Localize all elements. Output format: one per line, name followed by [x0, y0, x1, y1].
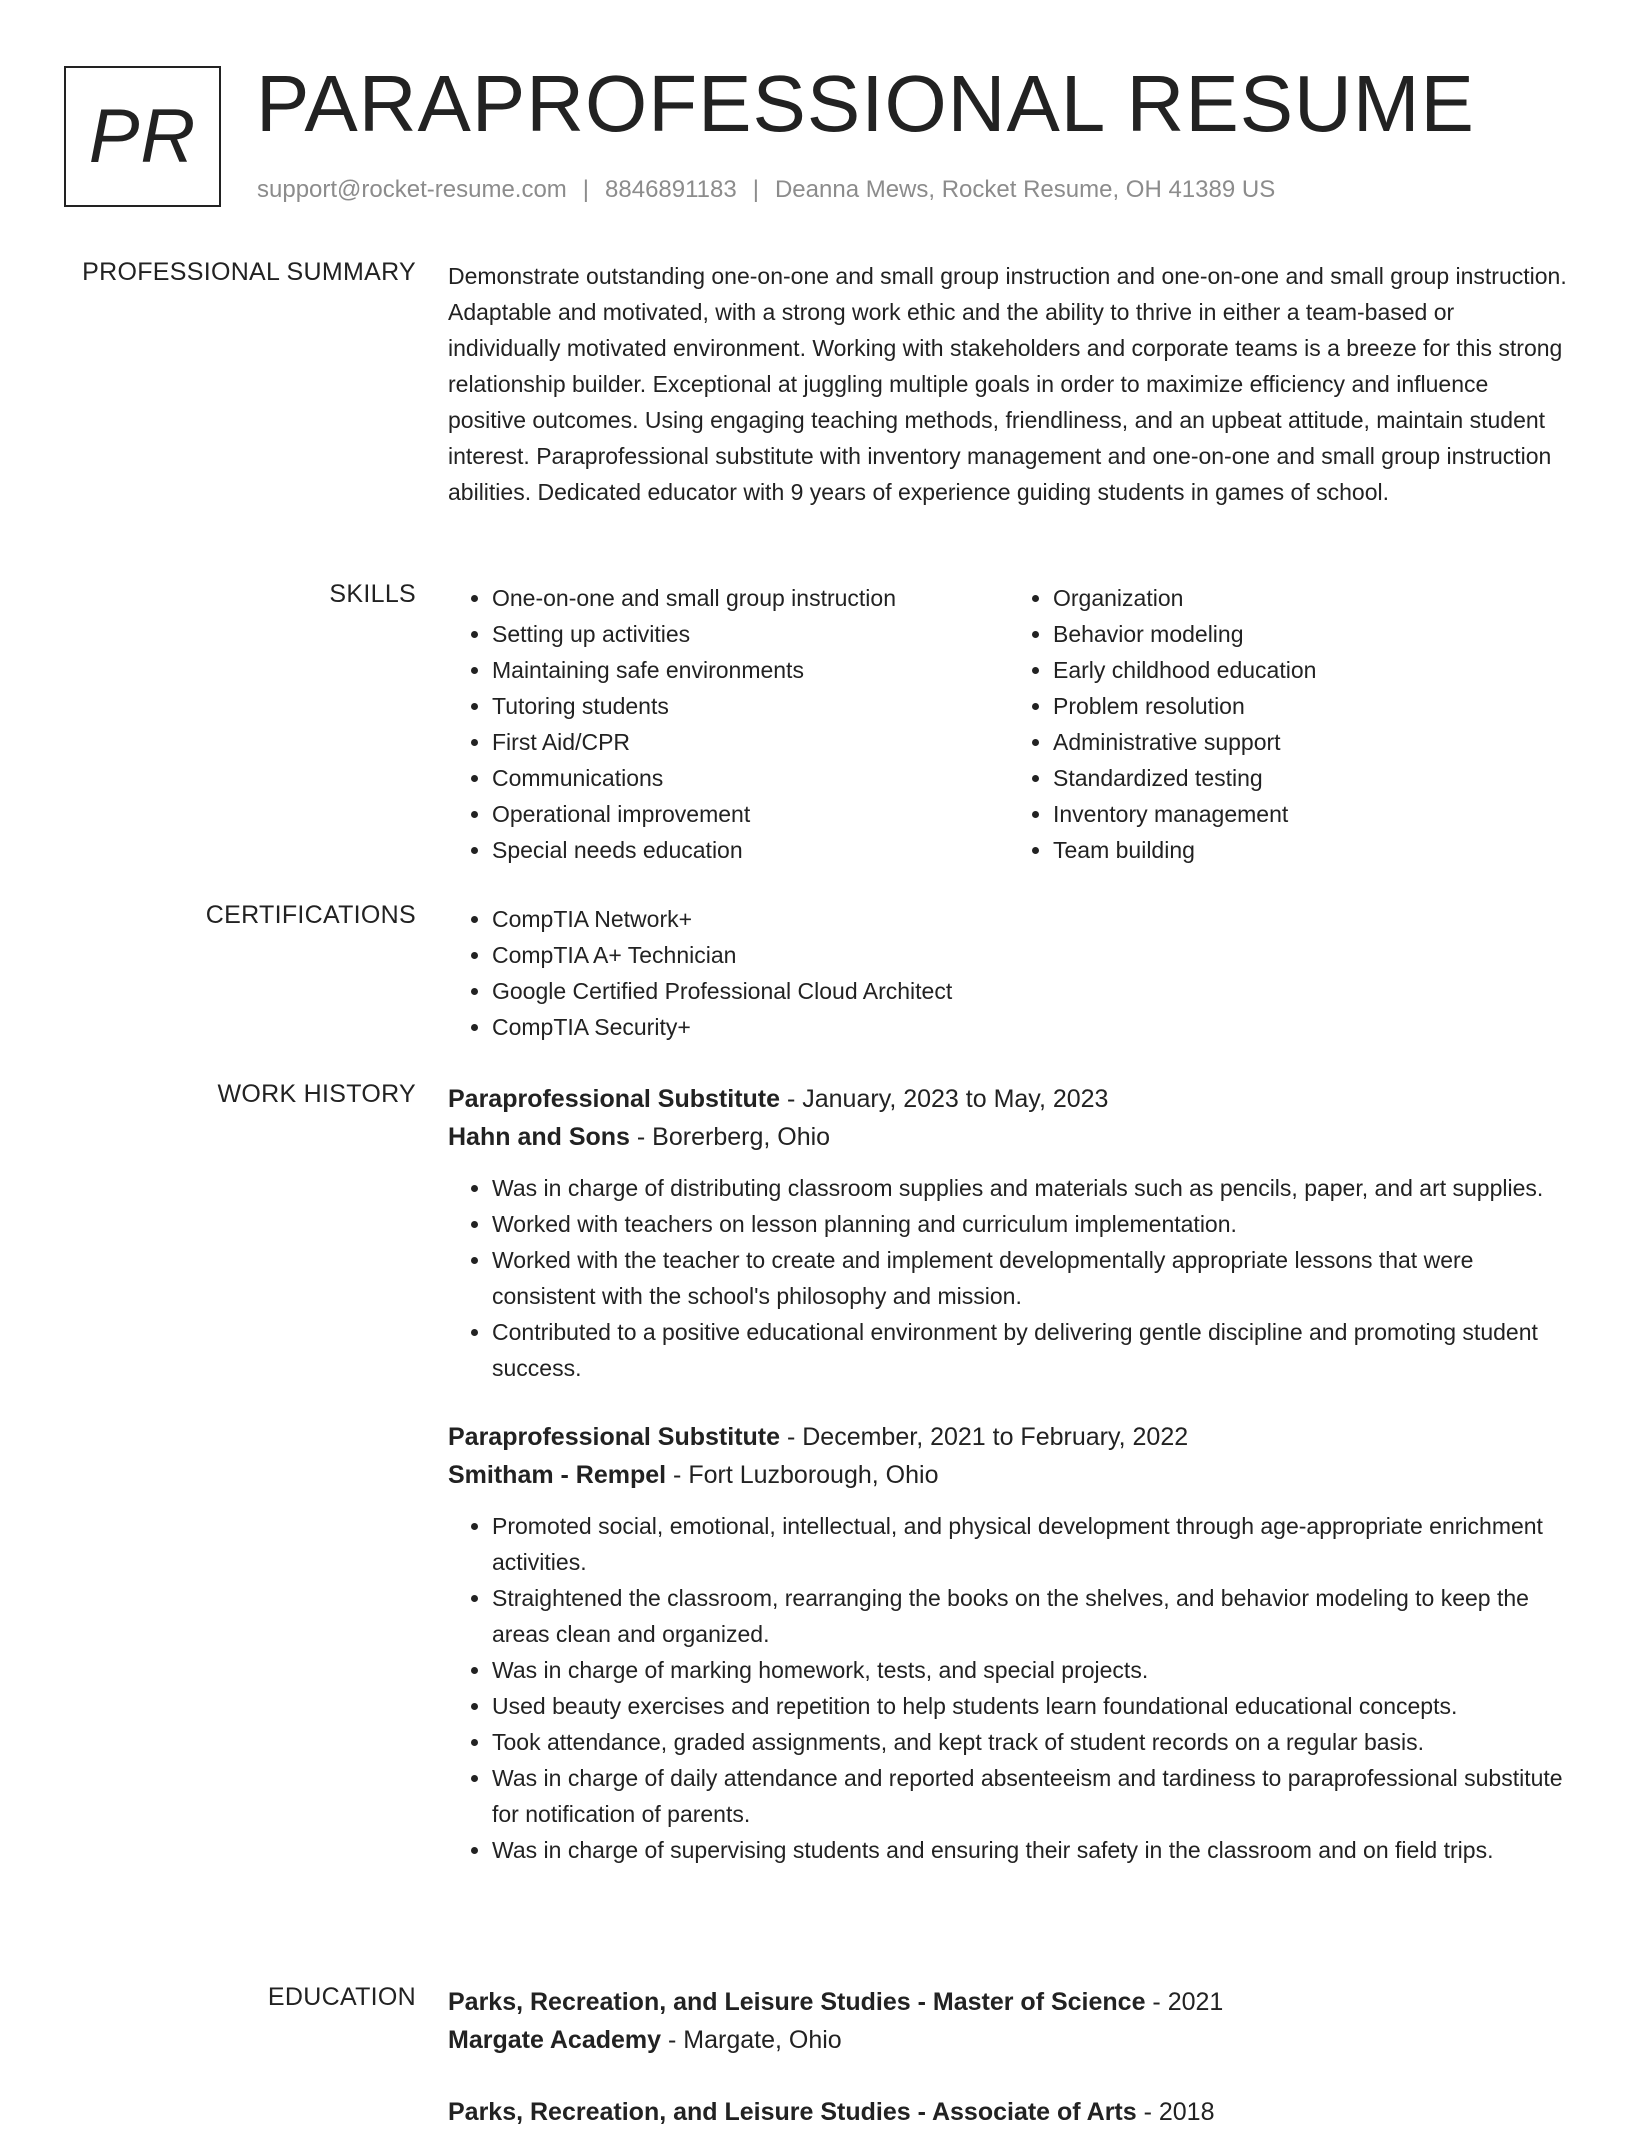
job-location: - Fort Luzborough, Ohio: [666, 1461, 939, 1489]
skill-item: • Tutoring students: [492, 688, 1009, 724]
certification-item: • CompTIA A+ Technician: [492, 937, 1570, 973]
skill-item: • One-on-one and small group instruction: [492, 580, 1009, 616]
work-history-label: WORK HISTORY: [217, 1080, 416, 1108]
education-degree: Parks, Recreation, and Leisure Studies - Associate of Arts: [448, 2098, 1137, 2126]
certification-item: • Google Certified Professional Cloud Architect: [492, 973, 1570, 1009]
job-duty: • Was in charge of marking homework, tests, and special projects.: [492, 1652, 1570, 1688]
education-school: Margate Academy: [448, 2026, 662, 2054]
job-entry: [448, 1418, 1570, 1868]
skills-label: SKILLS: [329, 580, 416, 608]
skill-item: • Special needs education: [492, 832, 1009, 868]
certifications-list: [448, 901, 1570, 1045]
skill-item: • Inventory management: [1053, 796, 1570, 832]
job-title-line: [448, 1080, 1570, 1118]
certifications-label: CERTIFICATIONS: [205, 901, 416, 929]
job-duty: • Contributed to a positive educational environment by delivering gentle discipline and promoting student success.: [492, 1314, 1570, 1386]
job-duty: • Was in charge of daily attendance and reported absenteeism and tardiness to paraprofessional substitute for notification of parents.: [492, 1760, 1570, 1832]
education-location: - Margate, Ohio: [661, 2026, 842, 2054]
education-degree-line: [448, 2093, 1570, 2131]
job-title: Paraprofessional Substitute: [448, 1085, 781, 1113]
job-duty: • Straightened the classroom, rearranging the books on the shelves, and behavior modeling to keep the areas clean and organized.: [492, 1580, 1570, 1652]
summary-label: PROFESSIONAL SUMMARY: [82, 258, 416, 286]
job-duty: • Worked with teachers on lesson planning and curriculum implementation.: [492, 1206, 1570, 1242]
education-year: - 2021: [1145, 1988, 1224, 2016]
skills-body: [448, 580, 1570, 868]
work-history-body: [448, 1080, 1570, 1868]
skill-item: • Maintaining safe environments: [492, 652, 1009, 688]
education-school-line: [448, 2021, 1570, 2059]
skill-item: • Setting up activities: [492, 616, 1009, 652]
job-dates: - December, 2021 to February, 2022: [780, 1423, 1189, 1451]
skill-item: • Early childhood education: [1053, 652, 1570, 688]
education-body: [448, 1983, 1570, 2131]
skill-item: • Administrative support: [1053, 724, 1570, 760]
summary-text: Demonstrate outstanding one-on-one and small group instruction and one-on-one and small group instruction. Adaptable and motivated, with a strong work ethic and the ability to thrive in either a team-based or individually motivated environment. Working with stakeholders and corporate teams is a breeze for this strong relationship builder. Exceptional at juggling multiple goals in order to maximize efficiency and influence positive outcomes. Using engaging teaching methods, friendliness, and an upbeat attitude, maintain student interest. Paraprofessional substitute with inventory management and one-on-one and small group instruction abilities. Dedicated educator with 9 years of experience guiding students in games of school.: [448, 263, 1567, 505]
monogram-logo: PR: [64, 66, 221, 207]
contact-separator: |: [582, 176, 590, 203]
job-title-line: [448, 1418, 1570, 1456]
job-location: - Borerberg, Ohio: [629, 1123, 831, 1151]
resume-header: [0, 0, 1632, 230]
job-company: Hahn and Sons: [448, 1123, 630, 1151]
contact-email[interactable]: support@rocket-resume.com: [257, 176, 567, 203]
skills-list-left: [448, 580, 1009, 868]
skill-item: • Problem resolution: [1053, 688, 1570, 724]
contact-line: [257, 176, 1275, 204]
resume-title: PARAPROFESSIONAL RESUME: [256, 59, 1475, 148]
job-duty: • Promoted social, emotional, intellectual, and physical development through age-appropriate enrichment activities.: [492, 1508, 1570, 1580]
job-company-line: [448, 1456, 1570, 1494]
certification-item: • CompTIA Security+: [492, 1009, 1570, 1045]
skills-list-right: [1009, 580, 1570, 868]
job-duty: • Used beauty exercises and repetition to help students learn foundational educational concepts.: [492, 1688, 1570, 1724]
job-title: Paraprofessional Substitute: [448, 1423, 781, 1451]
job-duty: • Worked with the teacher to create and implement developmentally appropriate lessons that were consistent with the school's philosophy and mission.: [492, 1242, 1570, 1314]
certification-item: • CompTIA Network+: [492, 901, 1570, 937]
job-company-line: [448, 1118, 1570, 1156]
skill-item: • Operational improvement: [492, 796, 1009, 832]
education-degree: Parks, Recreation, and Leisure Studies - Master of Science: [448, 1988, 1146, 2016]
job-company: Smitham - Rempel: [448, 1461, 667, 1489]
job-duty: • Took attendance, graded assignments, and kept track of student records on a regular basis.: [492, 1724, 1570, 1760]
skill-item: • Behavior modeling: [1053, 616, 1570, 652]
skill-item: • Standardized testing: [1053, 760, 1570, 796]
contact-address: Deanna Mews, Rocket Resume, OH 41389 US: [774, 176, 1276, 203]
job-duty: • Was in charge of distributing classroom supplies and materials such as pencils, paper, and art supplies.: [492, 1170, 1570, 1206]
job-dates: - January, 2023 to May, 2023: [780, 1085, 1109, 1113]
education-degree-line: [448, 1983, 1570, 2021]
job-duty: • Was in charge of supervising students and ensuring their safety in the classroom and on field trips.: [492, 1832, 1570, 1868]
skill-item: • First Aid/CPR: [492, 724, 1009, 760]
education-year: - 2018: [1136, 2098, 1215, 2126]
job-duties-list: [448, 1170, 1570, 1386]
summary-body: [448, 258, 1570, 510]
skill-item: • Organization: [1053, 580, 1570, 616]
job-entry: [448, 1080, 1570, 1386]
contact-phone[interactable]: 8846891183: [605, 176, 737, 203]
certifications-body: [448, 901, 1570, 1045]
skill-item: • Team building: [1053, 832, 1570, 868]
skill-item: • Communications: [492, 760, 1009, 796]
education-label: EDUCATION: [267, 1983, 416, 2011]
contact-separator: |: [752, 176, 759, 203]
job-duties-list: [448, 1508, 1570, 1868]
